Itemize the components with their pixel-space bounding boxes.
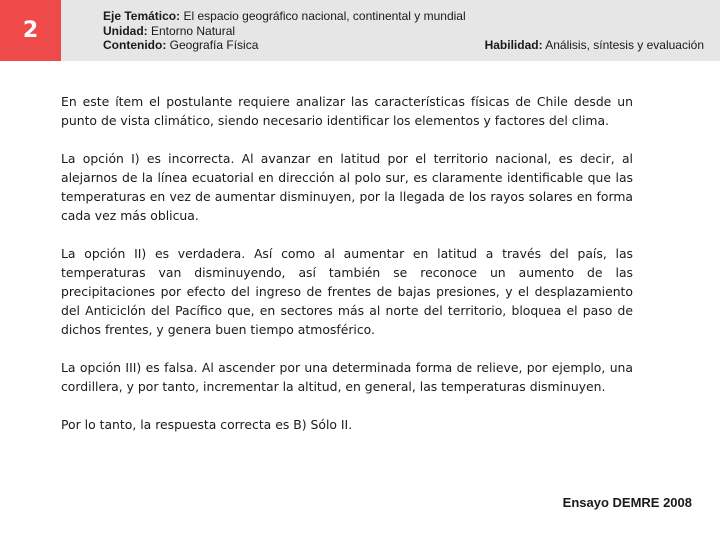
paragraph-conclusion: Por lo tanto, la respuesta correcta es B) Sólo II.: [61, 417, 353, 432]
paragraph-option-3: La opción III) es falsa. Al ascender por una determinada forma de relieve, por ejemplo, una cordillera, y por tanto, incrementar la altitud, en general, las temperaturas disminuyen.: [61, 360, 633, 394]
question-number-badge: [0, 0, 61, 61]
eje-tematico-value: El espacio geográfico nacional, continental y mundial: [180, 9, 466, 23]
question-number: 2: [22, 18, 39, 43]
explanation-body: [61, 92, 633, 453]
eje-tematico-line: [103, 9, 466, 24]
habilidad-label: Habilidad:: [484, 38, 543, 52]
paragraph-intro: En este ítem el postulante requiere analizar las características físicas de Chile desde un punto de vista climático, siendo necesario identificar los elementos y factores del clima.: [61, 94, 633, 128]
unidad-value: Entorno Natural: [147, 23, 236, 38]
topic-meta: [103, 9, 466, 53]
contenido-label: Contenido:: [103, 38, 167, 52]
paragraph-option-1: La opción I) es incorrecta. Al avanzar en latitud por el territorio nacional, es decir, al alejarnos de la línea ecuatorial en dirección al polo sur, es claramente identificable que las temperaturas en vez de aumentar disminuyen, por la llegada de los rayos solares en forma cada vez más oblicua.: [61, 151, 633, 223]
habilidad-line: [485, 38, 704, 52]
paragraph-option-2: La opción II) es verdadera. Así como al aumentar en latitud a través del país, las temperaturas van disminuyendo, así también se reconoce un aumento de las precipitaciones por efecto del ingreso de frentes de bajas presiones, y el desplazamiento del Anticiclón del Pacífico que, en sectores más al norte del territorio, bloquea el paso de dichos frentes, y genera buen tiempo atmosférico.: [61, 246, 633, 337]
eje-tematico-label: Eje Temático:: [103, 9, 181, 23]
contenido-line: [103, 38, 466, 53]
footer-source: Ensayo DEMRE 2008: [562, 495, 692, 510]
unidad-label: Unidad:: [103, 23, 148, 38]
contenido-value: Geografía Física: [166, 38, 259, 52]
header-bar: [0, 0, 720, 61]
habilidad-value: Análisis, síntesis y evaluación: [542, 38, 704, 52]
unidad-line: [103, 24, 466, 39]
